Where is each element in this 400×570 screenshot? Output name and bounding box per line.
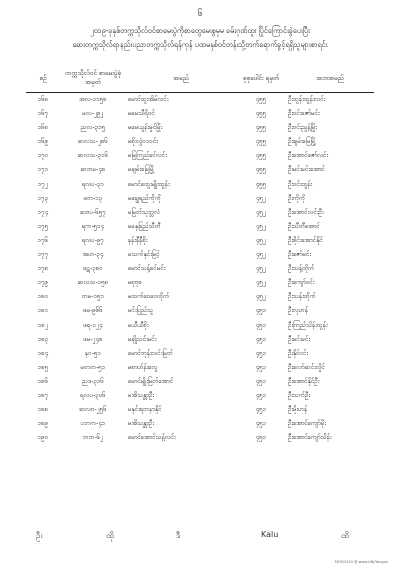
table-body <box>26 93 374 446</box>
cell-no: ၁၇၅ <box>37 222 49 230</box>
cell-roll-number: ညလ-၃၁၅ <box>80 124 106 132</box>
cell-roll-number: ဖမ-၂၄၈ <box>83 335 103 343</box>
cell-no: ၁၈၄ <box>37 349 49 357</box>
cell-no: ၁၇၁ <box>37 166 49 174</box>
table-row <box>26 290 374 304</box>
cell-student-name: မမေယွန်းမှုင်မြိုး <box>128 124 163 132</box>
cell-student-name: မနှေခြည်သီတီ <box>128 222 161 230</box>
table-row <box>26 178 374 192</box>
cell-total-score: ၄၅၂ <box>255 208 266 216</box>
cell-total-score: ၄၅၁ <box>255 406 267 414</box>
table-row <box>26 304 374 318</box>
signature-mark: ဦး <box>36 531 43 540</box>
cell-father-name: ဦးမင်းမင်းအောင် <box>288 166 325 174</box>
cell-roll-number: ဆလသ-၂၈၆ <box>77 138 109 146</box>
document-heading <box>28 24 372 52</box>
cell-father-name: ဦးဝင်းညွန့်မြိုး <box>288 124 317 132</box>
cell-no: ၁၈၉ <box>37 420 49 428</box>
cell-student-name: မမြတ်သုဘ္ဘလံ <box>128 208 160 216</box>
page-number: ၆ <box>197 9 203 19</box>
cell-student-name: မထက်ဝေဝေထိုက် <box>128 293 170 301</box>
cell-father-name: ဦးဝင်းထွန်း <box>288 180 313 188</box>
column-header-score: စုစုပေါင်း ရမှတ် <box>236 64 286 93</box>
cell-no: ၁၆၉ <box>37 138 49 146</box>
cell-student-name: မစာဟ်န်းလွေ <box>128 363 158 371</box>
cell-father-name: ဦးကျော်ဝင်း <box>288 279 315 287</box>
cell-total-score: ၄၅၂ <box>255 194 266 202</box>
table-row <box>26 333 374 347</box>
cell-student-name: မစုဗုဓ <box>128 279 143 287</box>
cell-father-name: ဦးကိုကို <box>288 194 306 202</box>
cell-father-name: ဦးဝင်းဇော်မင်း <box>288 110 320 118</box>
cell-student-name: မောင်သန့်ခင်မင်း <box>128 265 166 273</box>
cell-total-score: ၄၅၁ <box>255 335 267 343</box>
cell-father-name: ဦးမင်းမင်း <box>288 335 311 343</box>
cell-total-score: ၄၅၁ <box>255 321 267 329</box>
cell-roll-number: ညဒ-၃၁၆ <box>82 377 104 385</box>
table-row <box>26 417 374 431</box>
cell-no: ၁၈၂ <box>37 321 49 329</box>
cell-total-score: ၄၅၅ <box>255 138 267 146</box>
cell-roll-number: ရလပ-၉၇ <box>81 236 105 244</box>
cell-student-name: မောင်ဘုန်းလင်းမြတ် <box>128 349 174 357</box>
cell-roll-number: ဘဘ-၆၂ <box>82 434 104 442</box>
table-row <box>26 276 374 290</box>
cell-roll-number: ဖမ-၉၆၆ <box>83 307 103 315</box>
table-row <box>26 107 374 121</box>
cell-student-name: မသက်နှင်းမြင့် <box>128 251 160 259</box>
cell-total-score: ၄၅၂ <box>255 265 266 273</box>
footer-note: MOE/2019 @ www.UNI/Yangon <box>334 560 388 564</box>
cell-total-score: ၄၅၁ <box>255 420 267 428</box>
cell-roll-number: ရလပ-၃၀၆ <box>80 391 106 399</box>
cell-father-name: ဦးသက်ဦး <box>288 391 311 399</box>
cell-roll-number: ဆဗပ-၆၅၇ <box>80 208 106 216</box>
cell-total-score: ၄၅၅ <box>255 96 267 103</box>
cell-no: ၁၆၇ <box>37 110 49 118</box>
cell-total-score: ၄၅၂ <box>255 251 266 259</box>
table-row <box>26 361 374 375</box>
cell-total-score: ၄၅၁ <box>255 363 267 371</box>
signature-mark: ထို <box>106 531 114 540</box>
cell-student-name: မင်းပြည်သူ <box>128 307 154 315</box>
cell-student-name: မောင်အောင်သန့်လင်း <box>128 434 176 442</box>
column-header-no: စဉ် <box>26 64 60 93</box>
cell-student-name: နန်းနီနီစိုး <box>128 236 148 244</box>
cell-total-score: ၄၅၁ <box>255 391 267 399</box>
cell-father-name: ဦးအောင်ကျော်မိုး <box>288 420 326 428</box>
cell-total-score: ၄၅၅ <box>255 110 267 118</box>
table-row <box>26 431 374 445</box>
cell-roll-number: မလ-၂၉၂ <box>82 110 104 118</box>
cell-student-name: မစိုးလွဲဝ၁ဝင်း <box>128 138 158 146</box>
table-row <box>26 319 374 333</box>
cell-no: ၁၇၈ <box>37 265 49 273</box>
cell-student-name: မချိုသင်းမင်း <box>128 335 157 343</box>
cell-roll-number: အလ-၁၁၅၈ <box>79 96 107 103</box>
cell-student-name: မချွေရည်ကိုကို <box>128 194 161 202</box>
cell-no: ၁၈၁ <box>37 307 49 315</box>
cell-no: ၁၈၀ <box>37 293 49 301</box>
cell-father-name: ဦးအောင်ဇော်လင်း <box>288 152 329 160</box>
cell-total-score: ၄၅၅ <box>255 152 267 160</box>
signature-mark: ထိ <box>341 531 349 540</box>
cell-no: ၁၇၀ <box>37 152 49 160</box>
cell-roll-number: တမ-၁၅၁ <box>81 293 105 301</box>
cell-no: ၁၈၆ <box>37 377 49 385</box>
table-row <box>26 375 374 389</box>
table-row <box>26 149 374 163</box>
results-table <box>26 64 374 445</box>
cell-roll-number: ဖရ-၁၂၄ <box>83 321 103 329</box>
cell-roll-number: မတတ-၅၁ <box>80 363 106 371</box>
cell-total-score: ၄၅၅ <box>255 166 267 174</box>
cell-roll-number: ဖဋ-၃၈၀ <box>83 265 103 273</box>
cell-father-name: ဦးချမ်းမြေမြို့ <box>288 138 317 146</box>
cell-father-name: ဦးစိုင်းအောင်နိုင် <box>288 236 323 244</box>
cell-student-name: မချမ်းမြေမြို့ <box>128 166 155 174</box>
cell-no: ၁၆၈ <box>37 124 49 132</box>
table-row <box>26 220 374 234</box>
heading-line-2: ဆေးတက္ကသိုလ်ရာနည်းပညာတက္ကသိုလ်ရန်ကုန် ပထမနှစ်ဝင်တန်းသို့တက်ရောက်ခွင့်ရရှိသူများစာရင်း <box>72 40 328 49</box>
signature-mark: ဒီ <box>176 531 181 540</box>
table-row <box>26 403 374 417</box>
cell-total-score: ၄၅၂ <box>255 236 266 244</box>
cell-no: ၁၇၄ <box>37 208 49 216</box>
cell-roll-number: ဆတမ-၄၈ <box>80 166 106 174</box>
signature-mark: Kalu <box>261 530 279 539</box>
cell-roll-number: ဖတ-၁၃ <box>83 194 103 202</box>
cell-student-name: မအိသန္တာဦး <box>128 420 154 428</box>
cell-no: ၁၈၅ <box>37 363 49 371</box>
column-header-father: အဘအမည် <box>286 64 374 93</box>
cell-student-name: မအိသန္တာဦး <box>128 391 154 399</box>
cell-total-score: ၄၅၂ <box>255 293 266 301</box>
cell-father-name: ဦးသန်းထိုက် <box>288 293 316 301</box>
table-row <box>26 192 374 206</box>
cell-no: ၁၆၈ <box>37 96 49 103</box>
table-row <box>26 121 374 135</box>
table-row <box>26 234 374 248</box>
table-header-row <box>26 64 374 93</box>
table-row <box>26 347 374 361</box>
cell-father-name: ဦးလှဟန် <box>288 307 309 315</box>
column-header-roll: တက္ကသိုလ်ဝင် စာမေးပွဲခုံအမှတ် <box>60 64 126 93</box>
cell-roll-number: ရက-၅၁၄ <box>81 222 105 230</box>
cell-no: ၁၈၃ <box>37 335 49 343</box>
table-row <box>26 389 374 403</box>
cell-father-name: ဦးလော်ဆင်းလှိုင် <box>288 363 325 371</box>
signature-row <box>26 530 374 550</box>
cell-total-score: ၄၅၁ <box>255 307 267 315</box>
heading-line-1: ၂၀၁၉-ခုနှစ်တက္ကသိုလ်ဝင်စာမေးပွဲကိုစာတွေမေးစွမှမ ခမ်းဂုဏ်ထူး ပြိုင်ကြောင်းခွဲပေးပြီး <box>90 26 310 35</box>
cell-no: ၁၉၀ <box>37 434 49 442</box>
cell-total-score: ၄၅၁ <box>255 349 267 357</box>
cell-father-name: ဦးဇော်မင်း <box>288 251 312 259</box>
cell-student-name: မနှင်းရတနာနိုင် <box>128 406 162 414</box>
cell-total-score: ၄၅၀ <box>255 434 267 442</box>
cell-no: ၁၈၈ <box>37 406 49 414</box>
cell-student-name: မယီယီစိုး <box>128 321 149 329</box>
cell-student-name: မမေသီရိဝင် <box>128 110 155 118</box>
cell-no: ၁၇၂ <box>37 180 48 188</box>
table-row <box>26 93 374 108</box>
cell-father-name: ဦးထွန်းထွန်းလင်း <box>288 96 326 103</box>
column-header-name: အမည် <box>126 64 236 93</box>
cell-no: ၁၈၇ <box>37 391 49 399</box>
cell-total-score: ၄၅၂ <box>255 279 266 287</box>
cell-roll-number: အဟ-၃၄ <box>82 251 104 259</box>
cell-no: ၁၇၉ <box>37 279 49 287</box>
cell-father-name: ဦးသီတီအောင် <box>288 222 320 230</box>
cell-roll-number: ပဘက-၄၁ <box>80 420 106 428</box>
cell-student-name: မောင်ထူးအိမ်လင်း <box>128 96 169 103</box>
table-row <box>26 206 374 220</box>
cell-roll-number: ရလပ-၃၁ <box>81 180 105 188</box>
table-row <box>26 135 374 149</box>
cell-no: ၁၇၃ <box>37 194 49 202</box>
cell-roll-number: နဂ-၅၁ <box>85 349 101 357</box>
cell-father-name: ဦးအောင်နိုင်ဦး <box>288 377 320 385</box>
cell-father-name: ဦးမိုးဟန် <box>288 406 308 414</box>
cell-total-score: ၄၅၂ <box>255 222 266 230</box>
table-row <box>26 163 374 177</box>
table-row <box>26 262 374 276</box>
cell-father-name: ဦးအောင်လင်းဦး <box>288 208 324 216</box>
cell-roll-number: ဆလဗ-၂၅၆ <box>79 406 107 414</box>
cell-student-name: မမြကြည်ခင်လင်း <box>128 152 167 160</box>
cell-father-name: ဦးသန့်ထိုက် <box>288 265 315 273</box>
cell-father-name: ဦးအောင်ကျော်သိန်း <box>288 434 332 442</box>
cell-total-score: ၄၅၁ <box>255 377 267 385</box>
table-row <box>26 248 374 262</box>
cell-total-score: ၄၅၅ <box>255 180 267 188</box>
cell-roll-number: ဆလသ-၁၅၈ <box>77 279 109 287</box>
cell-student-name: မောင်ထွေးမျိုးထွန်း <box>128 180 170 188</box>
cell-total-score: ၄၅၅ <box>255 124 267 132</box>
cell-no: ၁၇၆ <box>37 236 49 244</box>
cell-student-name: မောင်မျိုးမြတ်အောင် <box>128 377 174 385</box>
cell-roll-number: ဆလသ-၃၁၆ <box>77 152 109 160</box>
cell-no: ၁၇၇ <box>37 251 49 259</box>
cell-father-name: ဦးနိုင်ဝင်း <box>288 349 309 357</box>
cell-father-name: ဦးကြည်သိန်းထွန်း <box>288 321 328 329</box>
